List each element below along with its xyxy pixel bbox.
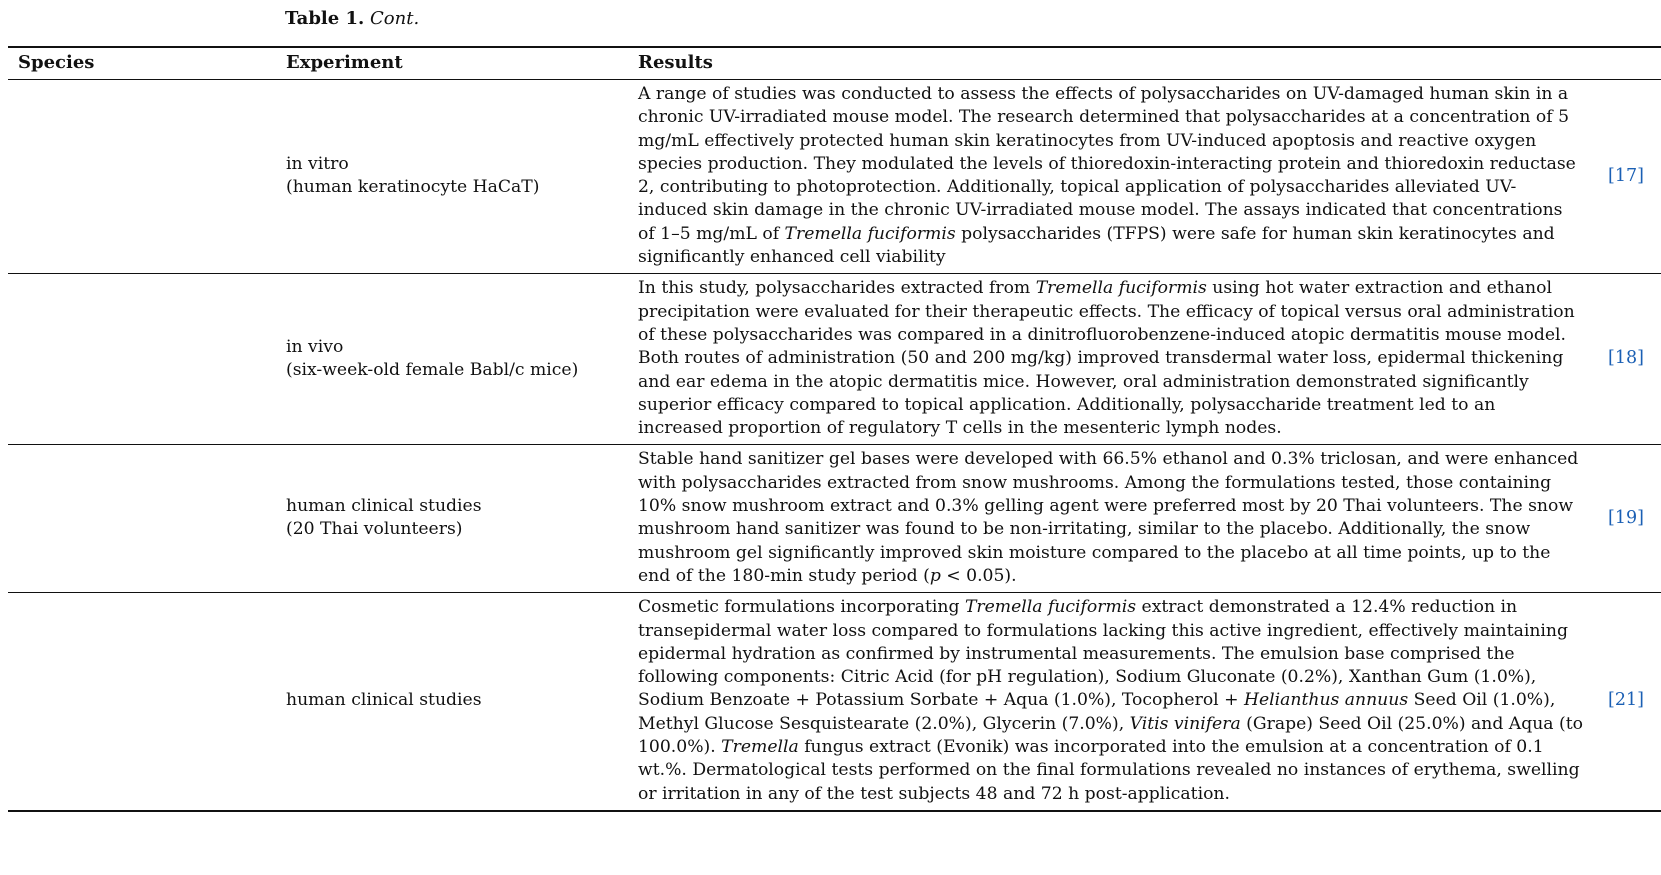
results-table: [8, 46, 1661, 812]
reference-link[interactable]: [18]: [1608, 348, 1644, 369]
results-text: [638, 448, 1584, 588]
results-italic-run: Tremella fuciformis: [1035, 278, 1207, 299]
results-italic-run: p: [929, 565, 941, 586]
table-row: [8, 274, 1661, 445]
results-run: Stable hand sanitizer gel bases were developed with 66.5% ethanol and 0.3% triclosan, and were enhanced with polysaccharides extracted from snow mushrooms. Among the formulations tested, those containing 10% snow mushroom extract and 0.3% gelling agent were preferred most by 20 Thai volunteers. The snow mushroom hand sanitizer was found to be non-irritating, similar to the placebo. Additionally, the snow mushroom gel significantly improved skin moisture compared to the placebo at all time points, up to the end of the 180-min study period (: [638, 449, 1579, 586]
header-species: Species: [18, 52, 95, 73]
experiment-line: in vivo: [286, 336, 344, 357]
reference-link[interactable]: [21]: [1608, 690, 1644, 711]
results-run: polysaccharides (TFPS) were safe for human skin keratinocytes and significantly enhanced cell viability: [638, 223, 1555, 268]
results-run: In this study, polysaccharides extracted from: [638, 278, 1036, 299]
results-run: using hot water extraction and ethanol precipitation were evaluated for their therapeutic effects. The efficacy of topical versus oral administration of these polysaccharides was compared in a dinitrofluorobenzene-induced atopic dermatitis mouse model. Both routes of administration (50 and 200 mg/kg) improved transdermal water loss, epidermal thickening and ear edema in the atopic dermatitis mice. However, oral administration demonstrated significantly superior efficacy compared to topical application. Additionally, polysaccharide treatment led to an increased proportion of regulatory T cells in the mesenteric lymph nodes.: [638, 278, 1575, 439]
experiment-cell: [286, 593, 638, 811]
results-run: < 0.05).: [940, 565, 1017, 586]
table-caption-text: Cont.: [370, 8, 420, 29]
reference-link[interactable]: [19]: [1608, 507, 1644, 528]
header-row: [8, 47, 1661, 80]
species-cell: [8, 80, 286, 274]
header-results: Results: [638, 52, 713, 73]
experiment-line: human clinical studies: [286, 496, 482, 517]
results-run: Seed Oil (1.0%), Methyl Glucose Sesquistearate (2.0%), Glycerin (7.0%),: [638, 690, 1556, 734]
results-text: [638, 596, 1584, 806]
results-text: [638, 277, 1584, 440]
results-italic-run: Tremella fuciformis: [964, 597, 1137, 618]
results-italic-run: Tremella: [721, 737, 799, 758]
species-cell: [8, 593, 286, 811]
results-run: Cosmetic formulations incorporating: [638, 597, 965, 618]
experiment-line: human clinical studies: [286, 690, 482, 711]
table-row: [8, 593, 1661, 811]
results-run: A range of studies was conducted to assess the effects of polysaccharides on UV-damaged human skin in a chronic UV-irradiated mouse model. The research determined that polysaccharides at a concentration of 5 mg/mL effectively protected human skin keratinocytes from UV-induced apoptosis and reactive oxygen species production. They modulated the levels of thioredoxin-interacting protein and thioredoxin reductase 2, contributing to photoprotection. Additionally, topical application of polysaccharides alleviated UV-induced skin damage in the chronic UV-irradiated mouse model. The assays indicated that concentrations of 1–5 mg/mL of: [638, 84, 1576, 244]
results-run: (Grape) Seed Oil (25.0%) and Aqua (to 100.0%).: [638, 713, 1583, 758]
results-cell: [638, 445, 1584, 593]
table-row: [8, 80, 1661, 274]
table-caption: [285, 8, 419, 30]
experiment-line: in vitro: [286, 153, 349, 174]
experiment-cell: [286, 80, 638, 274]
results-italic-run: Vitis vinifera: [1129, 713, 1241, 734]
results-cell: [638, 80, 1584, 274]
species-cell: [8, 445, 286, 593]
results-run: extract demonstrated a 12.4% reduction in transepidermal water loss compared to formulations lacking this active ingredient, effectively maintaining epidermal hydration as confirmed by instrumental measurements. The emulsion base comprised the following components: Citric Acid (for pH regulation), Sodium Gluconate (0.2%), Xanthan Gum (1.0%), Sodium Benzoate + Potassium Sorbate + Aqua (1.0%), Tocopherol +: [638, 597, 1568, 711]
reference-cell: [1584, 593, 1661, 811]
results-run: fungus extract (Evonik) was incorporated into the emulsion at a concentration of 0.1 wt.%. Dermatological tests performed on the final formulations revealed no instances of erythema, swelling or irritation in any of the test subjects 48 and 72 h post-application.: [638, 737, 1580, 804]
header-experiment: Experiment: [286, 52, 403, 73]
reference-link[interactable]: [17]: [1608, 165, 1644, 186]
experiment-line: (human keratinocyte HaCaT): [286, 177, 540, 198]
reference-cell: [1584, 445, 1661, 593]
experiment-cell: [286, 274, 638, 445]
results-cell: [638, 274, 1584, 445]
reference-cell: [1584, 80, 1661, 274]
species-cell: [8, 274, 286, 445]
experiment-line: (six-week-old female Babl/c mice): [286, 359, 579, 380]
experiment-cell: [286, 445, 638, 593]
table-row: [8, 445, 1661, 593]
reference-cell: [1584, 274, 1661, 445]
table-body: [8, 80, 1661, 811]
results-italic-run: Helianthus annuus: [1244, 690, 1409, 711]
header-reference: [1584, 47, 1661, 80]
results-cell: [638, 593, 1584, 811]
results-text: [638, 83, 1584, 269]
table-caption-label: Table 1.: [285, 8, 365, 29]
table-header: [8, 47, 1661, 80]
results-italic-run: Tremella fuciformis: [784, 223, 956, 244]
experiment-line: (20 Thai volunteers): [286, 519, 463, 540]
